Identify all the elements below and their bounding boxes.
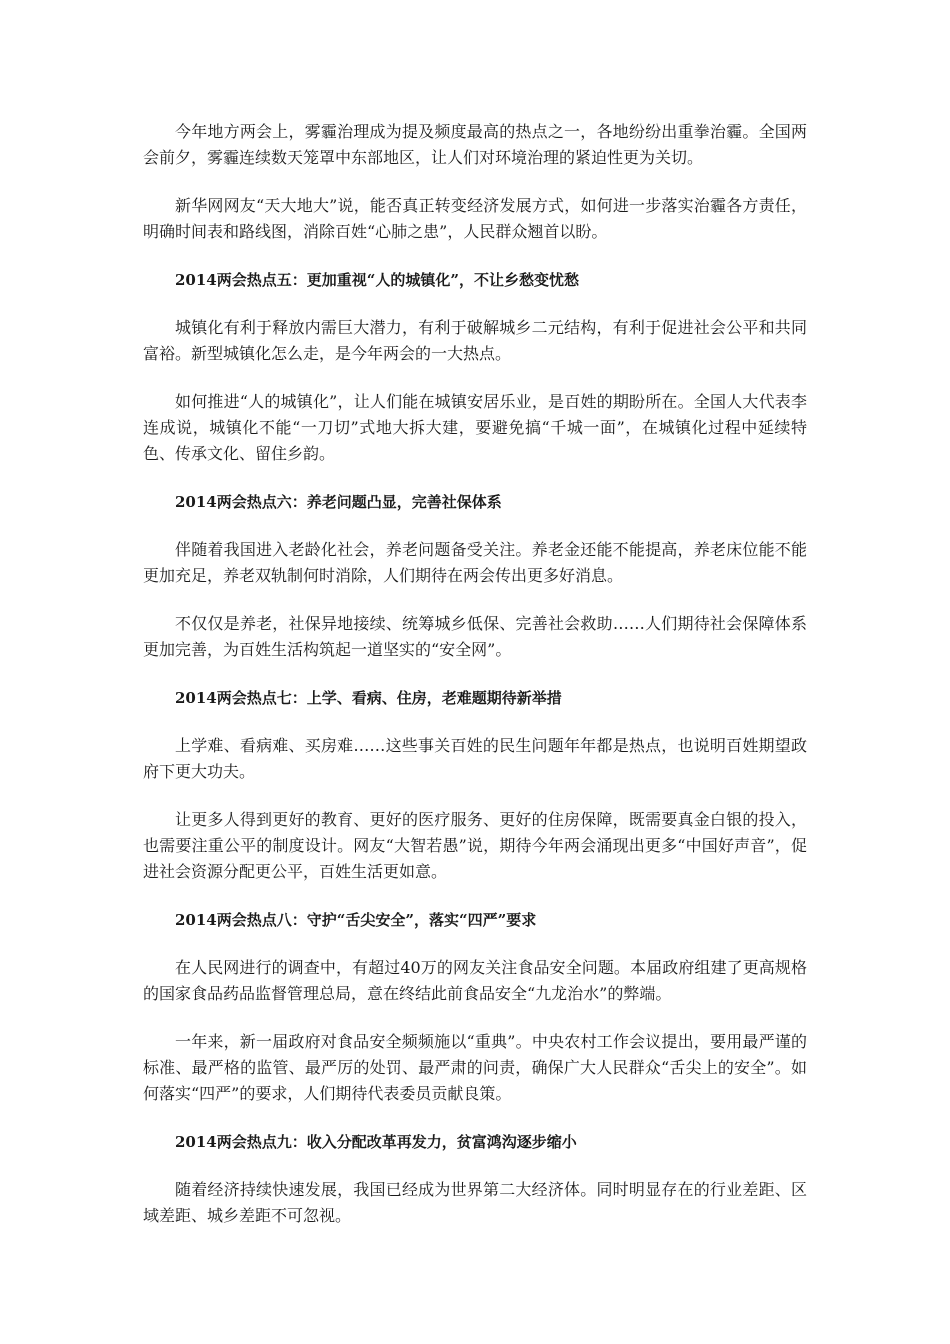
paragraph-smog-1: 今年地方两会上，雾霾治理成为提及频度最高的热点之一，各地纷纷出重拳治霾。全国两会前夕，雾霾连续数天笼罩中东部地区，让人们对环境治理的紧迫性更为关切。	[143, 122, 807, 167]
paragraph-food-safety-2: 一年来，新一届政府对食品安全频频施以“重典”。中央农村工作会议提出，要用最严谨的标准、最严格的监管、最严厉的处罚、最严肃的问责，确保广大人民群众“舌尖上的安全”。如何落实“四严”的要求，人们期待代表委员贡献良策。	[143, 1032, 807, 1103]
paragraph-pension-2: 不仅仅是养老，社保异地接续、统筹城乡低保、完善社会救助……人们期待社会保障体系更加完善，为百姓生活构筑起一道坚实的“安全网”。	[143, 614, 807, 659]
paragraph-food-safety-1: 在人民网进行的调查中，有超过40万的网友关注食品安全问题。本届政府组建了更高规格的国家食品药品监督管理总局，意在终结此前食品安全“九龙治水”的弊端。	[143, 958, 807, 1003]
paragraph-urbanization-1: 城镇化有利于释放内需巨大潜力，有利于破解城乡二元结构，有利于促进社会公平和共同富裕。新型城镇化怎么走，是今年两会的一大热点。	[143, 318, 807, 363]
paragraph-income-1: 随着经济持续快速发展，我国已经成为世界第二大经济体。同时明显存在的行业差距、区域差距、城乡差距不可忽视。	[143, 1180, 807, 1225]
heading-hotspot-8: 2014两会热点八：守护“舌尖安全”，落实“四严”要求	[175, 911, 537, 929]
paragraph-livelihood-1: 上学难、看病难、买房难……这些事关百姓的民生问题年年都是热点，也说明百姓期望政府下更大功夫。	[143, 736, 807, 781]
paragraph-smog-2: 新华网网友“天大地大”说，能否真正转变经济发展方式，如何进一步落实治霾各方责任，明确时间表和路线图，消除百姓“心肺之患”，人民群众翘首以盼。	[143, 196, 807, 241]
heading-hotspot-6: 2014两会热点六：养老问题凸显，完善社保体系	[175, 493, 502, 511]
heading-hotspot-9: 2014两会热点九：收入分配改革再发力，贫富鸿沟逐步缩小	[175, 1133, 577, 1151]
heading-hotspot-5: 2014两会热点五：更加重视“人的城镇化”，不让乡愁变忧愁	[175, 271, 580, 289]
paragraph-pension-1: 伴随着我国进入老龄化社会，养老问题备受关注。养老金还能不能提高，养老床位能不能更加充足，养老双轨制何时消除，人们期待在两会传出更多好消息。	[143, 540, 807, 585]
paragraph-livelihood-2: 让更多人得到更好的教育、更好的医疗服务、更好的住房保障，既需要真金白银的投入，也需要注重公平的制度设计。网友“大智若愚”说，期待今年两会涌现出更多“中国好声音”，促进社会资源分配更公平，百姓生活更如意。	[143, 810, 807, 881]
paragraph-urbanization-2: 如何推进“人的城镇化”，让人们能在城镇安居乐业，是百姓的期盼所在。全国人大代表李连成说，城镇化不能“一刀切”式地大拆大建，要避免搞“千城一面”，在城镇化过程中延续特色、传承文化、留住乡韵。	[143, 392, 807, 463]
document-body	[143, 119, 807, 1251]
heading-hotspot-7: 2014两会热点七：上学、看病、住房，老难题期待新举措	[175, 689, 562, 707]
